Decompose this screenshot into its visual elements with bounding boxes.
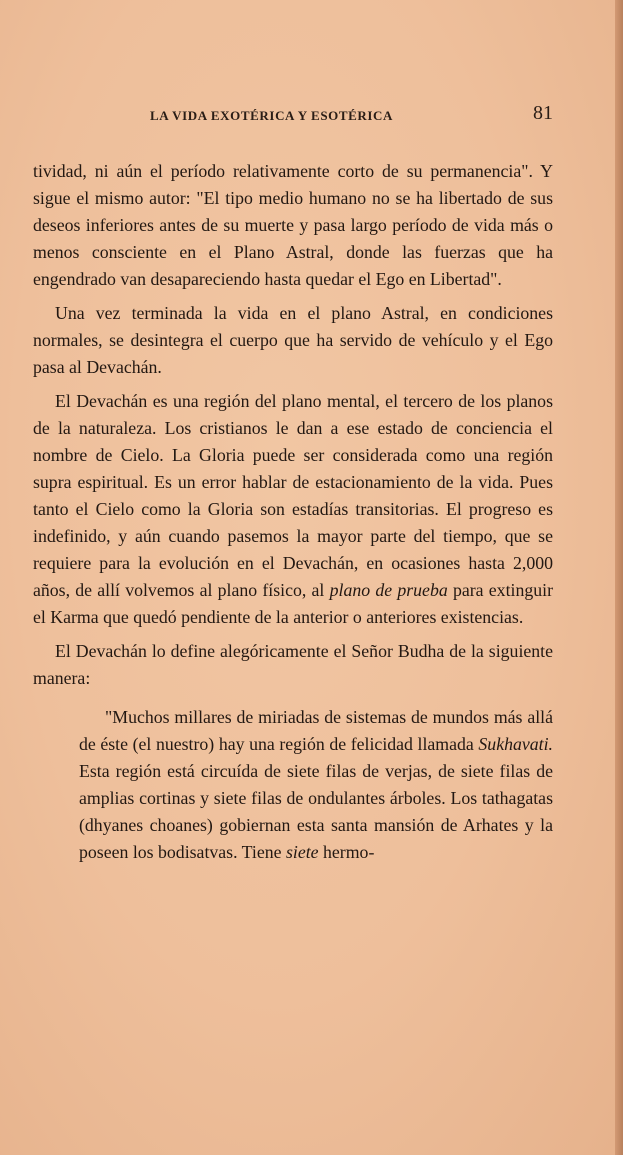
quote-italic-2: siete	[285, 842, 319, 862]
page-number: 81	[533, 102, 553, 124]
quote-italic-1: Sukhavati.	[478, 734, 553, 754]
paragraph-3-text-a: El Devachán es una región del plano mental, el tercero de los planos de la naturaleza. Los cristianos le dan a ese estado de conciencia el nombre de Cielo. La Gloria puede ser considerada como una región supra espiritual. Es un error hablar de estacionamiento de la vida. Pues tanto el Cielo como la Gloria son estadías transitorias. El progreso es indefinido, y aún cuando pasemos la mayor parte del tiempo, que se requiere para la evolución en el Devachán, en ocasiones hasta 2,000 años, de allí volvemos al plano físico, al	[33, 391, 553, 600]
paragraph-2: Una vez terminada la vida en el plano Astral, en condiciones normales, se desintegra el cuerpo que ha servido de vehículo y el Ego pasa al Devachán.	[33, 303, 553, 377]
block-quote	[79, 704, 553, 866]
paragraph-1: tividad, ni aún el período relativamente corto de su permanencia". Y sigue el mismo autor: "El tipo medio humano no se ha libertado de sus deseos inferiores antes de su muerte y pasa largo período de vida más o menos consciente en el Plano Astral, donde las fuerzas que ha engendrado van desapareciendo hasta quedar el Ego en Libertad".	[33, 161, 553, 289]
paragraph-3-text-b: para extinguir el Karma que quedó pendiente de la anterior o anteriores existencias.	[33, 580, 553, 627]
paragraph-3	[33, 388, 553, 631]
quote-text-a: "Muchos millares de miriadas de sistemas de mundos más allá de éste (el nuestro) hay una región de felicidad llamada	[79, 707, 553, 754]
page-header	[33, 102, 553, 132]
quote-text-c: hermo-	[323, 842, 375, 862]
page-edge	[615, 0, 623, 1155]
running-title: LA VIDA EXOTÉRICA Y ESOTÉRICA	[150, 108, 394, 123]
body-text	[33, 158, 553, 866]
quote-text-b: Esta región está circuída de siete filas de verjas, de siete filas de amplias cortinas y siete filas de ondulantes árboles. Los tathagatas (dhyanes choanes) gobiernan esta santa mansión de Arhates y la poseen los bodisatvas. Tiene	[79, 761, 553, 862]
paragraph-3-italic: plano de prueba	[329, 580, 448, 600]
paragraph-4: El Devachán lo define alegóricamente el Señor Budha de la siguiente manera:	[33, 641, 553, 688]
